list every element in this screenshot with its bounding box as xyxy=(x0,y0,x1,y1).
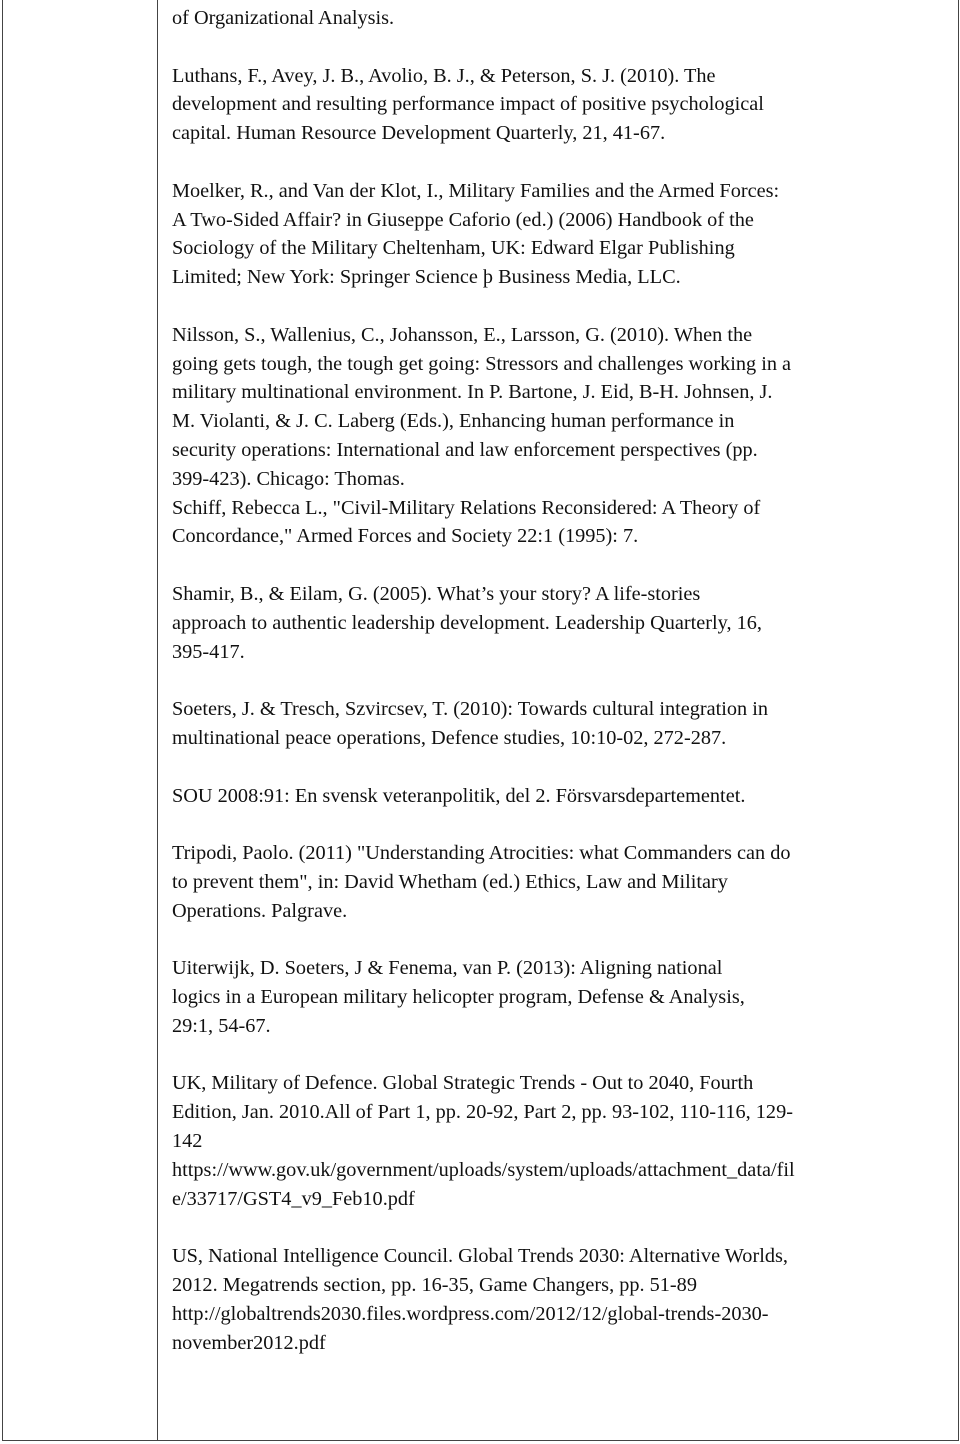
reference-entry: Uiterwijk, D. Soeters, J & Fenema, van P. (2013): Aligning national logics in a European military helicopter program, Defense & Analysis, 29:1, 54-67. xyxy=(172,957,745,1037)
reference-entry: Moelker, R., and Van der Klot, I., Military Families and the Armed Forces: A Two-Sided Affair? in Giuseppe Caforio (ed.) (2006) Handbook of the Sociology of the Military Cheltenham, UK: Edward Elgar Publishing Limited; New York: Springer Science þ Business Media, LLC. xyxy=(172,179,780,289)
reference-list xyxy=(172,4,947,1357)
entry-gap xyxy=(172,810,947,839)
entry-gap xyxy=(172,551,947,580)
entry-gap xyxy=(172,926,947,955)
entry-gap xyxy=(172,33,947,62)
entry-gap xyxy=(172,666,947,695)
reference-entry: of Organizational Analysis. xyxy=(172,7,395,29)
reference-entry: Shamir, B., & Eilam, G. (2005). What’s your story? A life-stories approach to authentic leadership development. Leadership Quarterly, 16, 395-417. xyxy=(172,582,762,663)
entry-gap xyxy=(172,753,947,782)
reference-entry: Schiff, Rebecca L., "Civil-Military Relations Reconsidered: A Theory of Concordance," Armed Forces and Society 22:1 (1995): 7. xyxy=(172,496,761,548)
entry-gap xyxy=(172,1041,947,1070)
reference-entry: US, National Intelligence Council. Global Trends 2030: Alternative Worlds, 2012. Megatrends section, pp. 16-35, Game Changers, pp. 51-89 http://globaltrends2030.files.wordpress.com/2012/12/global-trends-2030- november2012.pdf xyxy=(172,1245,788,1354)
reference-entry: Nilsson, S., Wallenius, C., Johansson, E., Larsson, G. (2010). When the going gets tough, the tough get going: Stressors and challenges working in a military multinational environment. In P. Bartone, J. Eid, B-H. Johnsen, J. M. Violanti, & J. C. Laberg (Eds.), Enhancing human performance in security operations: International and law enforcement perspectives (pp. 399-423). Chicago: Thomas. xyxy=(172,323,792,490)
entry-gap xyxy=(172,292,947,321)
table-column-divider xyxy=(157,0,158,1441)
entry-gap xyxy=(172,1213,947,1242)
reference-entry: Tripodi, Paolo. (2011) "Understanding Atrocities: what Commanders can do to prevent them", in: David Whetham (ed.) Ethics, Law and Military Operations. Palgrave. xyxy=(172,842,791,922)
reference-entry: SOU 2008:91: En svensk veteranpolitik, del 2. Försvarsdepartementet. xyxy=(172,784,746,807)
reference-entry: Luthans, F., Avey, J. B., Avolio, B. J., & Peterson, S. J. (2010). The development and resulting performance impact of positive psychological capital. Human Resource Development Quarterly, 21, 41-67. xyxy=(172,64,764,145)
reference-entry: UK, Military of Defence. Global Strategic Trends - Out to 2040, Fourth Edition, Jan. 2010.All of Part 1, pp. 20-92, Part 2, pp. 93-102, 110-116, 129- 142 https://www.gov.uk/government/uploads/system/uploads/attachment_data/fil e/33717/GST4_v9_Feb10.pdf xyxy=(172,1072,795,1210)
entry-gap xyxy=(172,148,947,177)
reference-entry: Soeters, J. & Tresch, Szvircsev, T. (2010): Towards cultural integration in multinational peace operations, Defence studies, 10:10-02, 272-287. xyxy=(172,698,769,749)
